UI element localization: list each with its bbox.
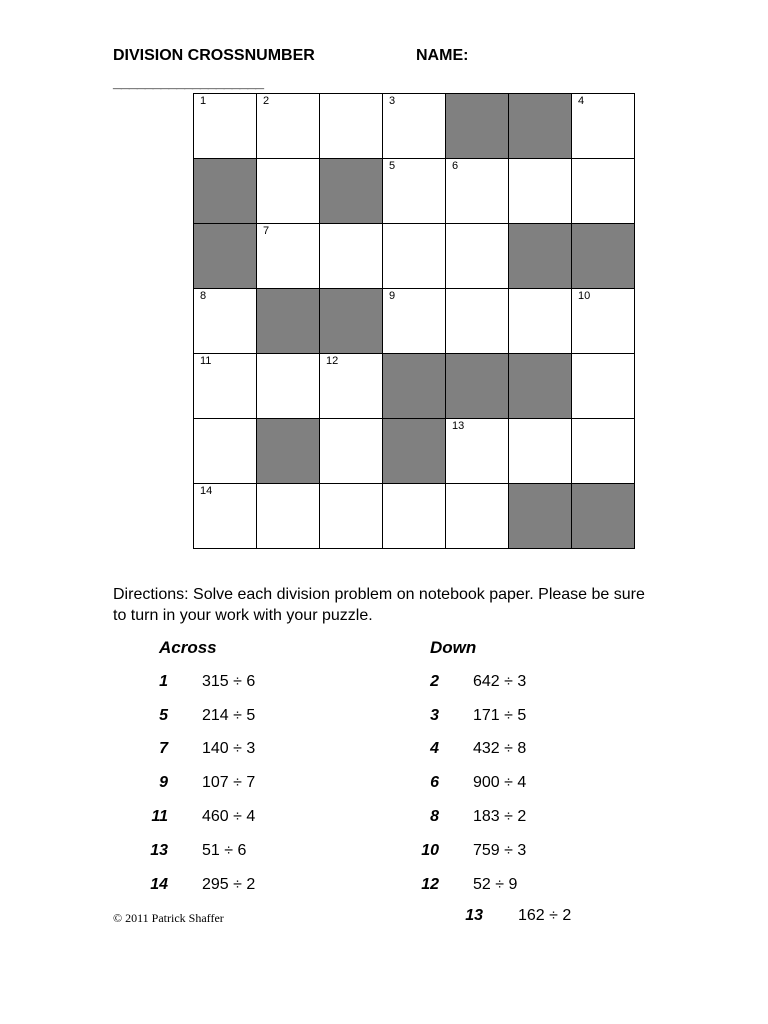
name-line: ___________________ — [113, 74, 264, 91]
directions-text: Directions: Solve each division problem on notebook paper. Please be sure to turn in your work with your puzzle. — [113, 586, 645, 624]
across-clue-text: 295 ÷ 2 — [202, 876, 256, 893]
down-clue-number: 8 — [430, 808, 439, 825]
grid-cell[interactable] — [572, 419, 635, 484]
down-heading: Down — [430, 638, 477, 657]
grid-cell-blocked — [257, 289, 320, 354]
across-clue-number: 14 — [150, 876, 168, 893]
grid-cell-number: 5 — [389, 160, 396, 172]
grid-cell-blocked — [509, 224, 572, 289]
grid-cell-number: 12 — [326, 355, 339, 367]
grid-cell-number: 13 — [452, 420, 465, 432]
grid-cell-number: 3 — [389, 95, 396, 107]
grid-cell[interactable] — [572, 289, 635, 354]
grid-cell[interactable] — [446, 484, 509, 549]
grid-cell-number: 7 — [263, 225, 270, 237]
grid-cell-blocked — [572, 484, 635, 549]
grid-cell[interactable] — [383, 484, 446, 549]
grid-cell-number: 1 — [200, 95, 207, 107]
copyright-footer: © 2011 Patrick Shaffer — [113, 911, 224, 925]
grid-cell-blocked — [572, 224, 635, 289]
down-clue-number: 2 — [430, 673, 439, 690]
grid-cell[interactable] — [446, 419, 509, 484]
across-clue-text: 214 ÷ 5 — [202, 707, 256, 724]
grid-cell[interactable] — [446, 224, 509, 289]
grid-cell-blocked — [383, 419, 446, 484]
across-heading: Across — [159, 638, 217, 657]
down-clue-number: 4 — [430, 740, 439, 757]
down-clue-text: 52 ÷ 9 — [473, 876, 518, 893]
grid-cell-blocked — [509, 354, 572, 419]
across-clue-text: 140 ÷ 3 — [202, 740, 256, 757]
grid-cell-blocked — [320, 159, 383, 224]
grid-cell[interactable] — [509, 419, 572, 484]
down-clue-text: 759 ÷ 3 — [473, 842, 527, 859]
grid-cell[interactable] — [194, 354, 257, 419]
down-clue-number: 10 — [421, 842, 439, 859]
down-clue-text: 162 ÷ 2 — [518, 907, 572, 924]
grid-cell[interactable] — [572, 94, 635, 159]
across-clue-number: 13 — [150, 842, 168, 859]
grid-cell[interactable] — [320, 224, 383, 289]
grid-cell-blocked — [446, 354, 509, 419]
down-clue-number: 13 — [465, 907, 483, 924]
grid-cell[interactable] — [572, 159, 635, 224]
grid-cell[interactable] — [257, 224, 320, 289]
grid-cell-blocked — [320, 289, 383, 354]
grid-cell[interactable] — [383, 159, 446, 224]
grid-cell[interactable] — [572, 354, 635, 419]
down-clue-number: 6 — [430, 774, 439, 791]
grid-cell[interactable] — [509, 159, 572, 224]
grid-cell-blocked — [383, 354, 446, 419]
grid-cell[interactable] — [383, 94, 446, 159]
across-clue-text: 460 ÷ 4 — [202, 808, 256, 825]
grid-cell[interactable] — [320, 354, 383, 419]
grid-cell-number: 9 — [389, 290, 396, 302]
grid-cell[interactable] — [194, 94, 257, 159]
grid-cell-blocked — [509, 484, 572, 549]
across-clue-number: 5 — [159, 707, 168, 724]
grid-cell[interactable] — [320, 484, 383, 549]
grid-cell-blocked — [194, 224, 257, 289]
across-clue-number: 9 — [159, 774, 168, 791]
across-clue-text: 107 ÷ 7 — [202, 774, 256, 791]
down-clue-text: 171 ÷ 5 — [473, 707, 527, 724]
grid-cell[interactable] — [194, 289, 257, 354]
down-clue-text: 642 ÷ 3 — [473, 673, 527, 690]
grid-cell-blocked — [446, 94, 509, 159]
worksheet-title: DIVISION CROSSNUMBER — [113, 47, 315, 64]
grid-cell[interactable] — [257, 159, 320, 224]
name-label: NAME: — [416, 47, 469, 64]
grid-cell-number: 14 — [200, 485, 213, 497]
grid-cell[interactable] — [383, 224, 446, 289]
grid-cell[interactable] — [257, 354, 320, 419]
grid-cell[interactable] — [194, 484, 257, 549]
down-clue-text: 183 ÷ 2 — [473, 808, 527, 825]
down-clue-text: 432 ÷ 8 — [473, 740, 527, 757]
down-clue-text: 900 ÷ 4 — [473, 774, 527, 791]
grid-cell[interactable] — [320, 94, 383, 159]
grid-cell-blocked — [509, 94, 572, 159]
across-clue-text: 315 ÷ 6 — [202, 673, 256, 690]
grid-cell-blocked — [257, 419, 320, 484]
grid-cell-number: 8 — [200, 290, 207, 302]
crossnumber-grid — [193, 93, 635, 549]
grid-cell-number: 6 — [452, 160, 459, 172]
across-clue-number: 1 — [159, 673, 168, 690]
across-clue-text: 51 ÷ 6 — [202, 842, 247, 859]
grid-cell[interactable] — [257, 94, 320, 159]
down-clue-number: 3 — [430, 707, 439, 724]
grid-cell[interactable] — [320, 419, 383, 484]
across-clue-number: 7 — [159, 740, 168, 757]
grid-cell-number: 11 — [200, 355, 212, 367]
grid-cell[interactable] — [509, 289, 572, 354]
grid-cell[interactable] — [446, 289, 509, 354]
grid-cell[interactable] — [257, 484, 320, 549]
grid-cell[interactable] — [383, 289, 446, 354]
grid-cell-blocked — [194, 159, 257, 224]
down-clue-number: 12 — [421, 876, 439, 893]
across-clue-number: 11 — [151, 808, 168, 825]
grid-cell-number: 2 — [263, 95, 270, 107]
grid-cell-number: 10 — [578, 290, 591, 302]
grid-cell-number: 4 — [578, 95, 585, 107]
grid-cell[interactable] — [446, 159, 509, 224]
grid-cell[interactable] — [194, 419, 257, 484]
